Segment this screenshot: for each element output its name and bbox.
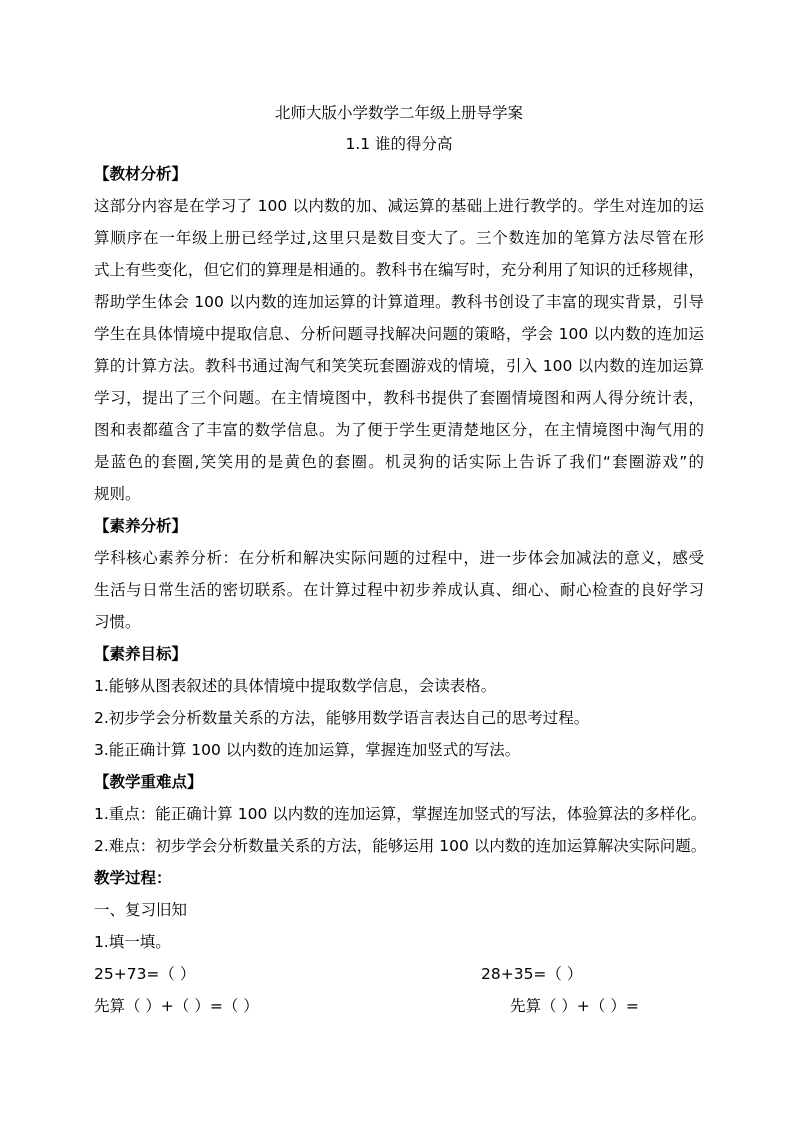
goal-item: 2.初步学会分析数量关系的方法，能够用数学语言表达自己的思考过程。 (94, 709, 590, 727)
equation-right: 28+35=（ ） (481, 965, 583, 983)
process-part-title: 一、复习旧知 (94, 901, 188, 919)
paragraph-line: 学科核心素养分析：在分析和解决实际问题的过程中，进一步体会加减法的意义，感受 (94, 549, 704, 567)
goal-item: 1.能够从图表叙述的具体情境中提取数学信息，会读表格。 (94, 677, 497, 695)
paragraph-line: 学习，提出了三个问题。在主情境图中，教科书提供了套圈情境图和两人得分统计表， (94, 389, 704, 407)
process-heading: 教学过程： (94, 869, 172, 887)
key-point-item: 1.重点：能正确计算 100 以内数的连加运算，掌握连加竖式的写法，体验算法的多样化。 (94, 805, 707, 823)
document-title: 北师大版小学数学二年级上册导学案 (274, 104, 523, 122)
section-heading-suyang-fenxi: 【素养分析】 (94, 517, 188, 535)
step-right: 先算（ ）+（ ）= (510, 997, 639, 1015)
paragraph-line: 习惯。 (94, 613, 141, 631)
paragraph-line: 学生在具体情境中提取信息、分析问题寻找解决问题的策略，学会 100 以内数的连加运 (94, 325, 704, 343)
step-left: 先算（ ）+（ ）=（ ） (94, 997, 259, 1015)
paragraph-line: 生活与日常生活的密切联系。在计算过程中初步养成认真、细心、耐心检查的良好学习 (94, 581, 704, 599)
paragraph-line: 帮助学生体会 100 以内数的连加运算的计算道理。教科书创设了丰富的现实背景，引导 (94, 293, 704, 311)
key-point-item: 2.难点：初步学会分析数量关系的方法，能够运用 100 以内数的连加运算解决实际问题。 (94, 837, 707, 855)
paragraph-line: 这部分内容是在学习了 100 以内数的加、减运算的基础上进行教学的。学生对连加的运 (94, 197, 704, 215)
section-heading-jiaocai: 【教材分析】 (94, 165, 188, 183)
paragraph-line: 规则。 (94, 485, 141, 503)
section-heading-zhongnandian: 【教学重难点】 (94, 773, 203, 791)
paragraph-line: 算顺序在一年级上册已经学过,这里只是数目变大了。三个数连加的笔算方法尽管在形 (94, 229, 704, 247)
equation-left: 25+73=（ ） (94, 965, 196, 983)
goal-item: 3.能正确计算 100 以内数的连加运算，掌握连加竖式的写法。 (94, 741, 521, 759)
paragraph-line: 是蓝色的套圈,笑笑用的是黄色的套圈。机灵狗的话实际上告诉了我们“套圈游戏”的 (94, 453, 704, 471)
section-heading-suyang-mubiao: 【素养目标】 (94, 645, 188, 663)
exercise-instruction: 1.填一填。 (94, 933, 171, 951)
paragraph-line: 式上有些变化，但它们的算理是相通的。教科书在编写时，充分利用了知识的迁移规律， (94, 261, 704, 279)
paragraph-line: 算的计算方法。教科书通过淘气和笑笑玩套圈游戏的情境，引入 100 以内数的连加运算 (94, 357, 704, 375)
paragraph-line: 图和表都蕴含了丰富的数学信息。为了便于学生更清楚地区分，在主情境图中淘气用的 (94, 421, 704, 439)
lesson-subtitle: 1.1 谁的得分高 (345, 135, 453, 153)
